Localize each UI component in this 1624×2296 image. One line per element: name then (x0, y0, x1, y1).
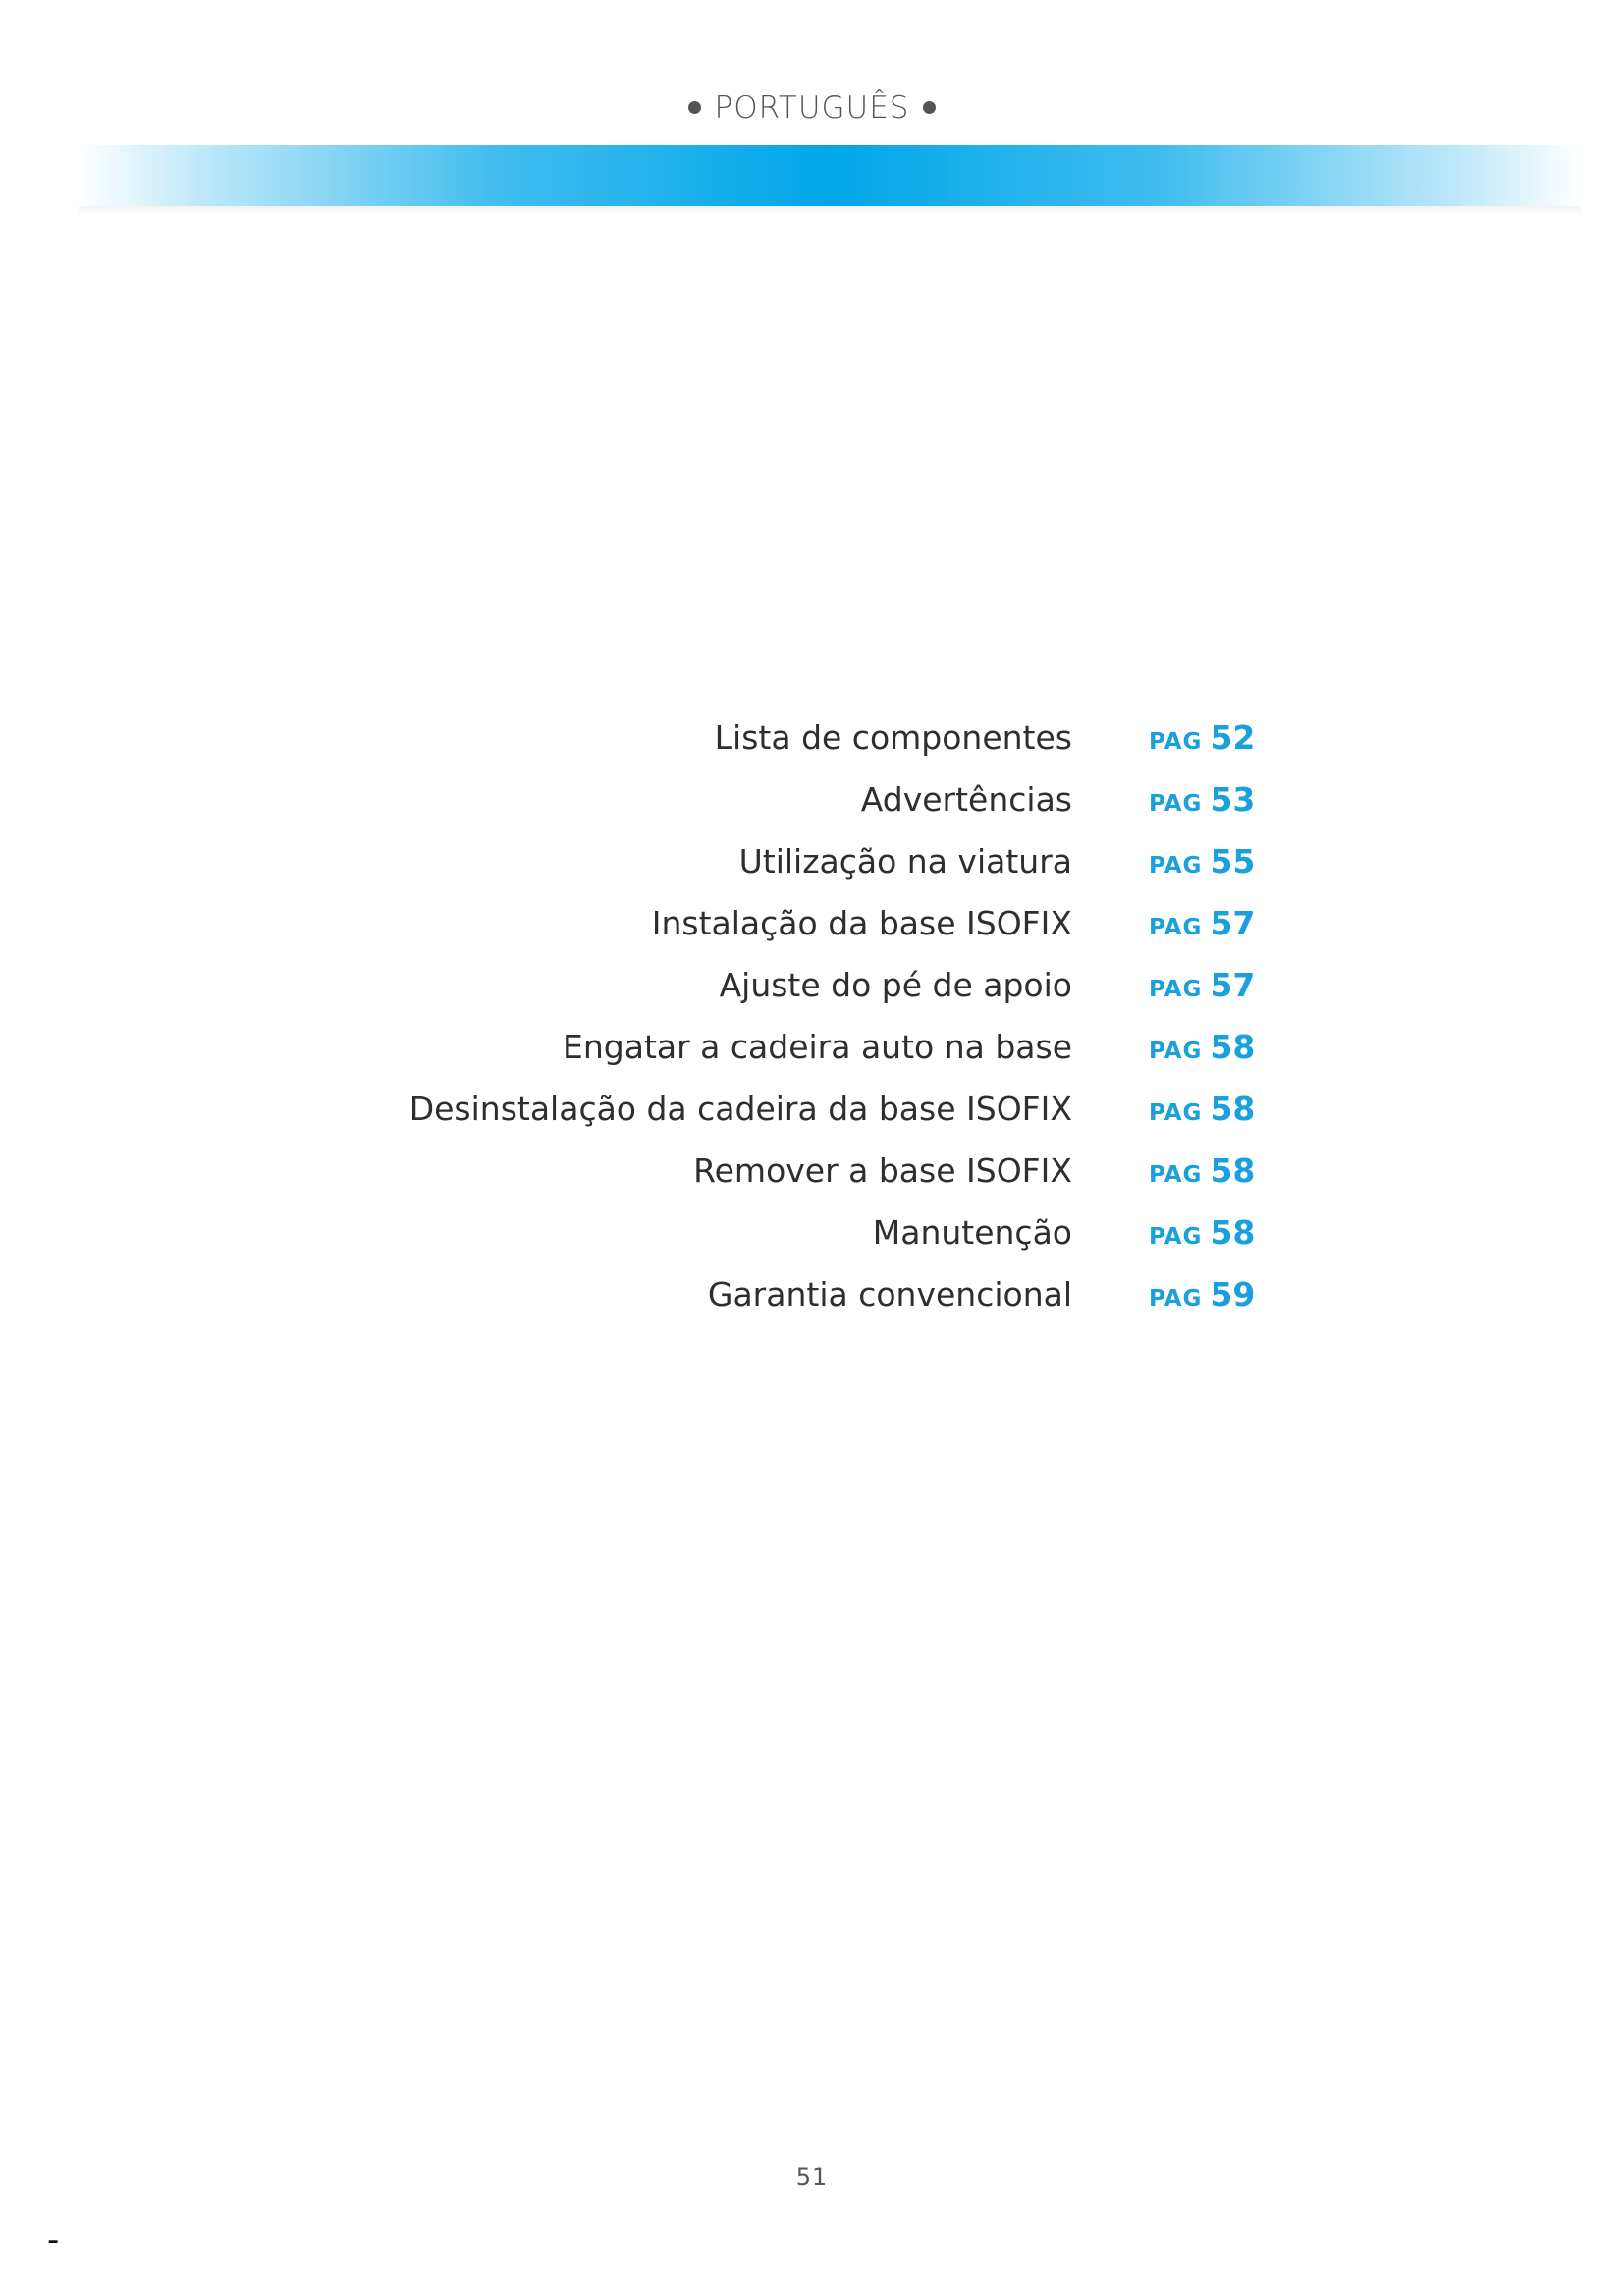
page-prefix: PAG (1149, 1286, 1203, 1311)
page-number-ref: 58 (1210, 1213, 1256, 1252)
header-gradient-band (79, 145, 1581, 206)
page-prefix: PAG (1149, 1162, 1203, 1188)
toc-entry[interactable] (0, 902, 1624, 964)
table-of-contents (0, 717, 1624, 1335)
toc-entry[interactable] (0, 1088, 1624, 1149)
toc-entry-page-ref (1149, 1026, 1255, 1075)
toc-entry[interactable] (0, 717, 1624, 778)
page-prefix: PAG (1149, 729, 1203, 755)
toc-entry-title: Instalação da base ISOFIX (651, 904, 1072, 942)
corner-mark: - (47, 2220, 60, 2260)
page-prefix: PAG (1149, 791, 1203, 817)
page-prefix: PAG (1149, 977, 1203, 1002)
page-number-ref: 52 (1210, 719, 1256, 757)
toc-entry-title: Ajuste do pé de apoio (719, 966, 1072, 1004)
toc-entry-title: Remover a base ISOFIX (693, 1151, 1072, 1190)
toc-entry-title: Engatar a cadeira auto na base (563, 1028, 1072, 1066)
toc-entry-title: Utilização na viatura (738, 842, 1072, 881)
toc-entry-page-ref (1149, 964, 1255, 1013)
bullet-right-icon (923, 101, 936, 114)
page-number-ref: 57 (1210, 966, 1256, 1004)
page-number-ref: 59 (1210, 1275, 1256, 1313)
page-number-ref: 57 (1210, 904, 1256, 942)
page-prefix: PAG (1149, 1224, 1203, 1250)
toc-entry-page-ref (1149, 840, 1255, 889)
toc-entry-page-ref (1149, 902, 1255, 951)
page-number-ref: 55 (1210, 842, 1256, 881)
toc-entry-title: Garantia convencional (707, 1275, 1072, 1313)
toc-entry-page-ref (1149, 1088, 1255, 1137)
page-number-ref: 58 (1210, 1028, 1256, 1066)
page-number-ref: 58 (1210, 1151, 1256, 1190)
toc-entry[interactable] (0, 1149, 1624, 1211)
bullet-left-icon (688, 101, 701, 114)
page-prefix: PAG (1149, 915, 1203, 940)
toc-entry-title: Desinstalação da cadeira da base ISOFIX (408, 1090, 1072, 1128)
toc-entry[interactable] (0, 964, 1624, 1026)
section-language-header (0, 90, 1624, 126)
toc-entry[interactable] (0, 1211, 1624, 1273)
toc-entry-page-ref (1149, 1211, 1255, 1260)
toc-entry[interactable] (0, 1273, 1624, 1335)
page-number-ref: 53 (1210, 780, 1256, 819)
language-label: PORTUGUÊS (714, 90, 910, 126)
page-prefix: PAG (1149, 853, 1203, 879)
toc-entry-page-ref (1149, 717, 1255, 766)
toc-entry-title: Advertências (860, 780, 1072, 819)
toc-entry-page-ref (1149, 1149, 1255, 1199)
page-number-ref: 58 (1210, 1090, 1256, 1128)
toc-entry-page-ref (1149, 778, 1255, 828)
toc-entry[interactable] (0, 1026, 1624, 1088)
toc-entry-title: Lista de componentes (714, 719, 1072, 757)
page-number: 51 (795, 2163, 829, 2191)
toc-entry-page-ref (1149, 1273, 1255, 1322)
page-prefix: PAG (1149, 1100, 1203, 1126)
toc-entry[interactable] (0, 778, 1624, 840)
toc-entry-title: Manutenção (872, 1213, 1072, 1252)
toc-entry[interactable] (0, 840, 1624, 902)
page-prefix: PAG (1149, 1039, 1203, 1064)
